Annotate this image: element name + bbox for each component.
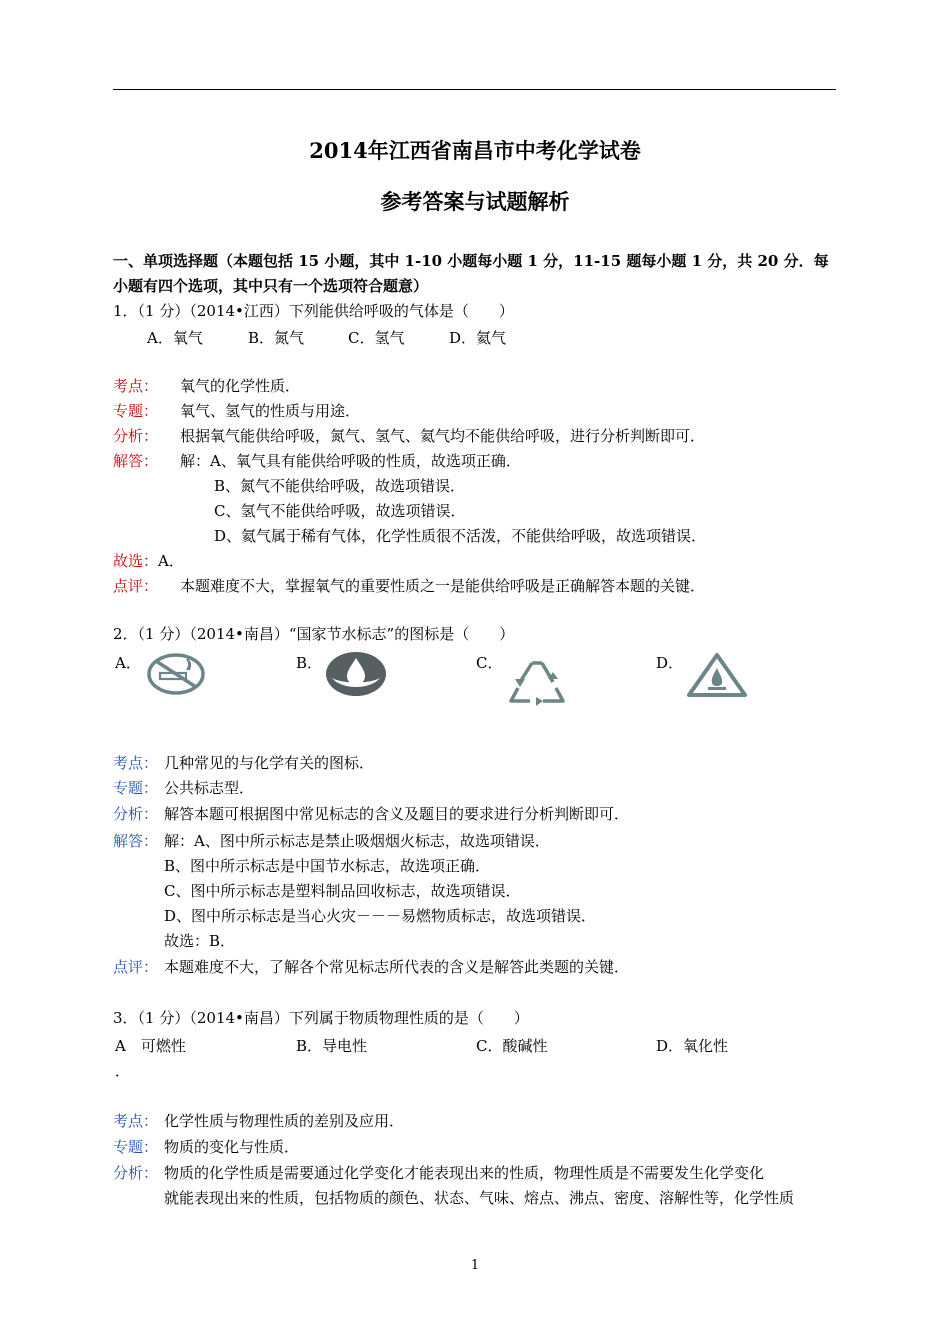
q2-zhuanti-label: 专题：: [113, 779, 159, 797]
q1-guxuan-label: 故选：: [113, 552, 159, 570]
q3-zhuanti-label: 专题：: [113, 1138, 159, 1156]
page-title: 2014年江西省南昌市中考化学试卷: [309, 138, 641, 163]
q3-kaodian: 化学性质与物理性质的差别及应用．: [164, 1112, 405, 1130]
q2-kaodian: 几种常见的与化学有关的图标．: [164, 754, 375, 772]
q2-option-c: C．: [476, 654, 503, 672]
q1-dianping-label: 点评：: [113, 577, 159, 595]
header-rule: [113, 89, 836, 90]
recycling-sign-icon: [506, 658, 568, 710]
q3-fenxi-label: 分析：: [113, 1164, 159, 1182]
q2-option-a: A．: [115, 654, 141, 672]
q1-zhuanti-label: 专题：: [113, 402, 159, 420]
q3-fenxi-line1: 物质的化学性质是需要通过化学变化才能表现出来的性质，物理性质是不需要发生化学变化: [164, 1164, 765, 1182]
q1-jieda-label: 解答：: [113, 452, 159, 470]
q1-dianping: 本题难度不大，掌握氧气的重要性质之一是能供给呼吸是正确解答本题的关键．: [180, 577, 706, 595]
q3-option-a: A 可燃性: [115, 1037, 186, 1055]
q1-option-b: B．氮气: [248, 329, 305, 347]
q1-guxuan: A．: [158, 552, 184, 570]
q1-stem: 1．（1 分）（2014•江西）下列能供给呼吸的气体是（ ）: [113, 302, 514, 320]
q1-fenxi: 根据氧气能供给呼吸，氮气、氢气、氦气均不能供给呼吸，进行分析判断即可．: [180, 427, 706, 445]
q2-option-d: D．: [656, 654, 684, 672]
q3-zhuanti: 物质的变化与性质．: [164, 1138, 300, 1156]
no-smoking-sign-icon: [146, 652, 206, 696]
q2-stem: 2．（1 分）（2014•南昌）“国家节水标志”的图标是（ ）: [113, 625, 515, 643]
q3-stem: 3．（1 分）（2014•南昌）下列属于物质物理性质的是（ ）: [113, 1009, 529, 1027]
section-heading-line2: 小题有四个选项，其中只有一个选项符合题意）: [113, 277, 429, 295]
q1-kaodian: 氧气的化学性质．: [180, 377, 301, 395]
q2-jieda-line: C、图中所示标志是塑料制品回收标志，故选项错误．: [164, 882, 521, 900]
q2-dianping-label: 点评：: [113, 958, 159, 976]
q2-kaodian-label: 考点：: [113, 754, 159, 772]
page-number: 1: [470, 1258, 480, 1273]
q2-zhuanti: 公共标志型．: [164, 779, 255, 797]
q1-option-a: A．氧气: [147, 329, 203, 347]
q1-jieda-line: B、氮气不能供给呼吸，故选项错误．: [214, 477, 466, 495]
q1-option-c: C．氢气: [348, 329, 405, 347]
q2-dianping: 本题难度不大，了解各个常见标志所代表的含义是解答此类题的关键．: [164, 958, 630, 976]
section-heading-line1: 一、单项选择题（本题包括 15 小题，其中 1-10 小题每小题 1 分，11-15 题每小题 1 分，共 20 分．每: [113, 252, 829, 270]
q3-fenxi-line2: 就能表现出来的性质，包括物质的颜色、状态、气味、熔点、沸点、密度、溶解性等，化学性质: [164, 1189, 795, 1207]
q1-fenxi-label: 分析：: [113, 427, 159, 445]
q3-kaodian-label: 考点：: [113, 1112, 159, 1130]
q3-option-d: D．氧化性: [656, 1037, 729, 1055]
q1-zhuanti: 氧气、氢气的性质与用途．: [180, 402, 361, 420]
q1-jieda-line: C、氢气不能供给呼吸，故选项错误．: [214, 502, 466, 520]
flammable-warning-sign-icon: [686, 652, 748, 698]
q3-option-c: C．酸碱性: [476, 1037, 548, 1055]
q1-jieda-line: 解：A、氧气具有能供给呼吸的性质，故选项正确．: [180, 452, 521, 470]
q2-fenxi: 解答本题可根据图中常见标志的含义及题目的要求进行分析判断即可．: [164, 805, 630, 823]
q3-option-a-dot: ．: [115, 1062, 131, 1080]
q1-jieda-line: D、氦气属于稀有气体，化学性质很不活泼，不能供给呼吸，故选项错误．: [214, 527, 707, 545]
q2-jieda-line: B、图中所示标志是中国节水标志，故选项正确．: [164, 857, 491, 875]
q1-option-d: D．氦气: [449, 329, 507, 347]
q2-jieda-label: 解答：: [113, 832, 159, 850]
q2-jieda-line: 解：A、图中所示标志是禁止吸烟烟火标志，故选项错误．: [164, 832, 550, 850]
q2-jieda-line: 故选：B．: [164, 932, 236, 950]
water-saving-sign-icon: [324, 650, 388, 698]
page-subtitle: 参考答案与试题解析: [380, 189, 570, 214]
q1-kaodian-label: 考点：: [113, 377, 159, 395]
q2-option-b: B．: [296, 654, 323, 672]
q2-jieda-line: D、图中所示标志是当心火灾－－－易燃物质标志，故选项错误．: [164, 907, 597, 925]
q1-answer: [113, 552, 184, 570]
q3-option-b: B．导电性: [296, 1037, 368, 1055]
q2-fenxi-label: 分析：: [113, 805, 159, 823]
